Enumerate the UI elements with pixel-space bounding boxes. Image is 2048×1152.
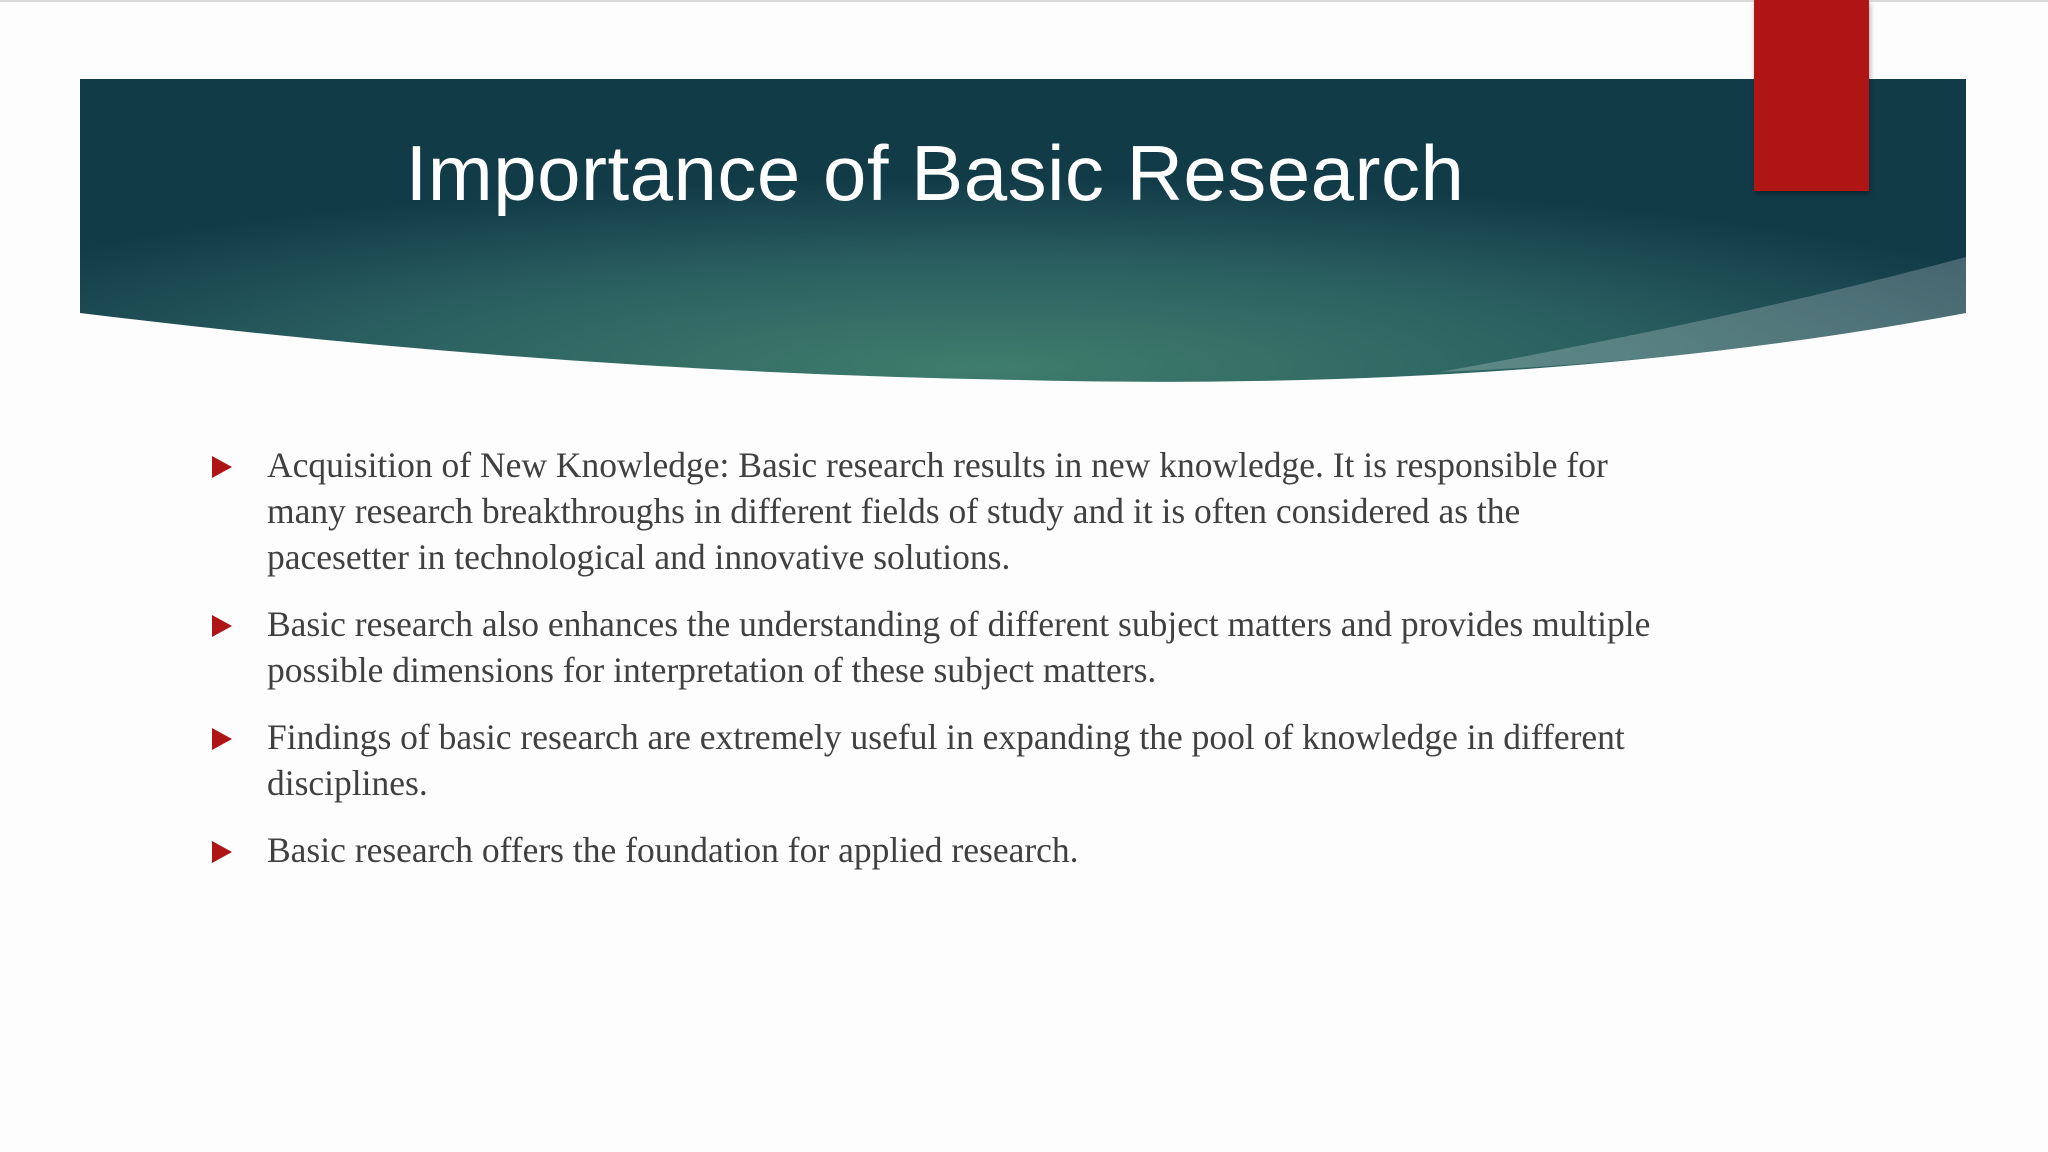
red-bookmark-tab xyxy=(1754,0,1869,191)
bullet-item xyxy=(205,714,1665,806)
red-triangle-bullet-icon xyxy=(212,728,232,750)
bullet-item xyxy=(205,827,1665,873)
red-triangle-bullet-icon xyxy=(212,615,232,637)
bullet-item xyxy=(205,601,1665,693)
bullet-text: Basic research offers the foundation for applied research. xyxy=(267,830,1079,870)
red-triangle-bullet-icon xyxy=(212,456,232,478)
bullet-text: Acquisition of New Knowledge: Basic research results in new knowledge. It is responsible for many research breakthroughs in different fields of study and it is often considered as the pacesetter in technological and innovative solutions. xyxy=(267,445,1608,577)
bullet-text: Findings of basic research are extremely useful in expanding the pool of knowledge in different disciplines. xyxy=(267,717,1625,803)
bullet-list xyxy=(205,442,1665,894)
bullet-text: Basic research also enhances the understanding of different subject matters and provides multiple possible dimensions for interpretation of these subject matters. xyxy=(267,604,1651,690)
red-triangle-bullet-icon xyxy=(212,841,232,863)
bullet-item xyxy=(205,442,1665,580)
slide-title: Importance of Basic Research xyxy=(405,129,1465,217)
